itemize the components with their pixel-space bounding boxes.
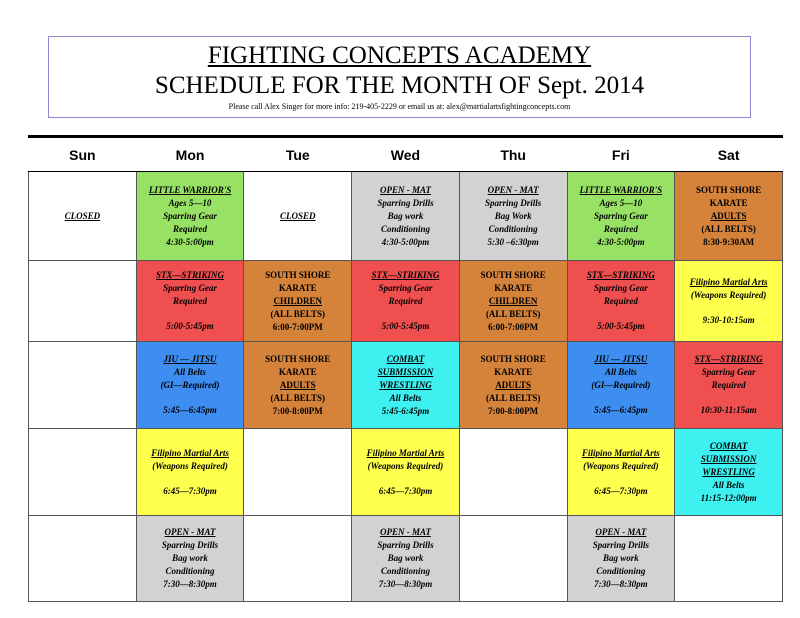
cell-text-line: Sparring Gear	[378, 283, 433, 293]
class-cell-sat	[675, 261, 783, 342]
class-cell-wed	[352, 516, 460, 602]
cell-text-line: 7:00-8:00PM	[488, 405, 539, 416]
cell-text-line: SOUTH SHORE	[265, 353, 331, 364]
cell-text-line: All Belts	[712, 479, 745, 490]
cell-text-line: Sparring Drills	[377, 197, 434, 208]
cell-text-line: KARATE	[278, 282, 317, 293]
cell-spacer	[570, 392, 673, 404]
table-row	[29, 172, 783, 261]
cell-text-line: KARATE	[278, 366, 317, 377]
cell-text-line: Filipino Martial Arts	[582, 447, 660, 458]
class-cell-wed	[352, 172, 460, 261]
cell-text-line: Required	[173, 223, 208, 234]
class-cell-thu	[459, 261, 567, 342]
cell-text-line: Bag work	[172, 553, 208, 563]
cell-text-line: Conditioning	[596, 566, 646, 576]
cell-text-line: 6:45—7:30pm	[378, 485, 433, 496]
cell-text-line: COMBAT	[709, 440, 748, 451]
cell-text-line: Sparring Gear	[163, 283, 217, 293]
cell-text-line: JIU — JITSU	[594, 354, 648, 364]
class-cell-sun	[29, 429, 137, 516]
cell-text-line: Sparring Gear	[163, 210, 217, 221]
schedule-table	[28, 138, 783, 602]
cell-text-line: CHILDREN	[488, 295, 538, 306]
cell-spacer	[570, 308, 673, 320]
cell-text-line: SOUTH SHORE	[480, 353, 546, 364]
cell-text-line: CLOSED	[280, 210, 316, 221]
cell-text-line: 4:30-5:00pm	[381, 236, 430, 247]
cell-text-line: Required	[603, 296, 638, 306]
cell-text-line: SUBMISSION	[700, 453, 757, 464]
cell-text-line: Filipino Martial Arts	[689, 276, 768, 287]
class-cell-mon	[136, 429, 244, 516]
cell-text-line: 7:30—8:30pm	[594, 579, 648, 589]
class-cell-mon	[136, 516, 244, 602]
cell-text-line: Bag work	[387, 210, 424, 221]
cell-text-line: 7:00-8:00PM	[272, 405, 323, 416]
cell-text-line: KARATE	[494, 366, 533, 377]
cell-spacer	[570, 473, 673, 485]
cell-text-line: OPEN - MAT	[164, 527, 216, 537]
cell-text-line: OPEN - MAT	[487, 184, 539, 195]
cell-text-line: Bag work	[387, 553, 424, 563]
cell-text-line: Required	[603, 223, 638, 234]
cell-text-line: COMBAT	[386, 353, 425, 364]
cell-text-line: 10:30-11:15am	[700, 405, 757, 415]
class-cell-sat	[675, 429, 783, 516]
day-header-thu: Thu	[459, 138, 567, 172]
cell-text-line: 11:15-12:00pm	[700, 492, 757, 503]
cell-text-line: Bag work	[602, 553, 639, 563]
cell-text-line: 7:30—8:30pm	[163, 579, 217, 589]
cell-text-line: Bag Work	[494, 210, 532, 221]
class-cell-thu	[459, 172, 567, 261]
cell-text-line: OPEN - MAT	[595, 527, 647, 537]
cell-text-line: KARATE	[709, 197, 748, 208]
cell-text-line: SOUTH SHORE	[695, 184, 762, 195]
cell-text-line: 5:30 –6:30pm	[487, 236, 539, 247]
cell-text-line: Sparring Drills	[161, 540, 219, 550]
cell-text-line: Sparring Gear	[593, 283, 648, 293]
cell-text-line: KARATE	[494, 282, 533, 293]
cell-text-line: 8:30-9:30AM	[703, 236, 755, 247]
class-cell-mon	[136, 342, 244, 429]
cell-text-line: 5:45-6:45pm	[381, 405, 430, 416]
class-cell-tue	[244, 172, 352, 261]
cell-text-line: ADULTS	[710, 210, 747, 221]
day-header-wed: Wed	[352, 138, 460, 172]
cell-text-line: WRESTLING	[379, 379, 432, 390]
day-header-row	[29, 138, 783, 172]
cell-text-line: (Weapons Required)	[583, 460, 659, 471]
cell-text-line: Required	[173, 296, 208, 306]
cell-text-line: Sparring Gear	[701, 367, 756, 377]
cell-text-line: WRESTLING	[702, 466, 755, 477]
class-cell-sun	[29, 261, 137, 342]
class-cell-fri	[567, 342, 675, 429]
cell-text-line: Conditioning	[380, 566, 430, 576]
table-row	[29, 429, 783, 516]
cell-text-line: STX—STRIKING	[156, 270, 225, 280]
schedule-body	[29, 172, 783, 602]
cell-text-line: 5:45—6:45pm	[163, 405, 217, 415]
table-row	[29, 342, 783, 429]
table-row	[29, 261, 783, 342]
cell-text-line: LITTLE WARRIOR'S	[148, 184, 232, 195]
cell-text-line: 9:30-10:15am	[702, 314, 755, 325]
class-cell-sun	[29, 172, 137, 261]
day-header-mon: Mon	[136, 138, 244, 172]
cell-text-line: (GI—Required)	[591, 380, 651, 390]
cell-text-line: SOUTH SHORE	[265, 269, 331, 280]
cell-text-line: (GI—Required)	[160, 380, 220, 390]
cell-text-line: (ALL BELTS)	[701, 223, 756, 234]
cell-text-line: Filipino Martial Arts	[151, 447, 229, 458]
cell-text-line: 6:00-7:00PM	[488, 321, 539, 332]
cell-text-line: ADULTS	[495, 379, 531, 390]
cell-spacer	[139, 473, 242, 485]
cell-text-line: 7:30—8:30pm	[378, 579, 433, 589]
cell-text-line: 4:30-5:00pm	[597, 236, 645, 247]
cell-text-line: Conditioning	[488, 223, 538, 234]
header-box	[48, 36, 751, 118]
page-subtitle: SCHEDULE FOR THE MONTH OF Sept. 2014	[154, 72, 645, 99]
cell-text-line: Ages 5—10	[599, 197, 643, 208]
class-cell-sat	[675, 342, 783, 429]
class-cell-tue	[244, 342, 352, 429]
cell-text-line: (ALL BELTS)	[485, 392, 541, 403]
cell-text-line: OPEN - MAT	[379, 527, 431, 537]
table-row	[29, 516, 783, 602]
class-cell-sat	[675, 516, 783, 602]
cell-text-line: 5:00-5:45pm	[166, 321, 214, 331]
class-cell-thu	[459, 342, 567, 429]
class-cell-tue	[244, 516, 352, 602]
cell-text-line: ADULTS	[279, 379, 316, 390]
cell-text-line: Sparring Drills	[592, 540, 649, 550]
cell-text-line: CLOSED	[64, 210, 101, 221]
page-title: FIGHTING CONCEPTS ACADEMY	[207, 42, 592, 69]
class-cell-sat	[675, 172, 783, 261]
cell-text-line: (Weapons Required)	[690, 289, 767, 300]
class-cell-fri	[567, 516, 675, 602]
cell-text-line: Sparring Gear	[593, 210, 648, 221]
class-cell-thu	[459, 516, 567, 602]
cell-text-line: Sparring Drills	[485, 197, 542, 208]
class-cell-mon	[136, 172, 244, 261]
cell-spacer	[677, 392, 780, 404]
cell-text-line: Sparring Drills	[377, 540, 434, 550]
day-header-tue: Tue	[244, 138, 352, 172]
cell-text-line: LITTLE WARRIOR'S	[579, 184, 663, 195]
cell-text-line: 5:45—6:45pm	[594, 405, 648, 415]
day-header-sun: Sun	[29, 138, 137, 172]
cell-spacer	[354, 473, 457, 485]
cell-spacer	[677, 302, 780, 314]
cell-text-line: 5:00-5:45pm	[381, 321, 430, 331]
cell-text-line: SUBMISSION	[377, 366, 434, 377]
cell-text-line: (ALL BELTS)	[270, 392, 325, 403]
cell-text-line: STX—STRIKING	[694, 354, 763, 364]
cell-text-line: Required	[711, 380, 746, 390]
cell-text-line: STX—STRIKING	[371, 270, 440, 280]
day-header-fri: Fri	[567, 138, 675, 172]
cell-text-line: 6:45—7:30pm	[594, 485, 648, 496]
cell-text-line: (ALL BELTS)	[270, 308, 325, 319]
cell-text-line: 6:45—7:30pm	[163, 485, 217, 496]
cell-spacer	[139, 308, 242, 320]
class-cell-sun	[29, 516, 137, 602]
cell-text-line: (Weapons Required)	[152, 460, 228, 471]
class-cell-tue	[244, 261, 352, 342]
cell-text-line: JIU — JITSU	[163, 354, 217, 364]
cell-text-line: (Weapons Required)	[367, 460, 444, 471]
cell-text-line: All Belts	[389, 392, 422, 403]
class-cell-fri	[567, 261, 675, 342]
cell-text-line: OPEN - MAT	[379, 184, 431, 195]
cell-text-line: STX—STRIKING	[586, 270, 655, 280]
contact-info: Please call Alex Singer for more info: 219-405-2229 or email us at: alex@martialartsfightingconcepts.com	[228, 102, 571, 111]
cell-spacer	[354, 308, 457, 320]
class-cell-wed	[352, 429, 460, 516]
cell-text-line: 6:00-7:00PM	[272, 321, 323, 332]
class-cell-fri	[567, 172, 675, 261]
class-cell-wed	[352, 342, 460, 429]
class-cell-tue	[244, 429, 352, 516]
day-header-sat: Sat	[675, 138, 783, 172]
cell-text-line: Conditioning	[380, 223, 430, 234]
class-cell-thu	[459, 429, 567, 516]
class-cell-fri	[567, 429, 675, 516]
cell-text-line: All Belts	[174, 367, 206, 377]
class-cell-sun	[29, 342, 137, 429]
cell-text-line: Filipino Martial Arts	[366, 447, 445, 458]
cell-text-line: (ALL BELTS)	[485, 308, 541, 319]
cell-text-line: CHILDREN	[273, 295, 323, 306]
cell-text-line: 5:00-5:45pm	[597, 321, 645, 331]
cell-text-line: Required	[388, 296, 423, 306]
cell-text-line: 4:30-5:00pm	[166, 236, 214, 247]
cell-text-line: All Belts	[604, 367, 637, 377]
cell-text-line: SOUTH SHORE	[480, 269, 546, 280]
cell-text-line: Conditioning	[165, 566, 215, 576]
cell-spacer	[139, 392, 242, 404]
class-cell-mon	[136, 261, 244, 342]
cell-text-line: Ages 5—10	[168, 197, 212, 208]
class-cell-wed	[352, 261, 460, 342]
